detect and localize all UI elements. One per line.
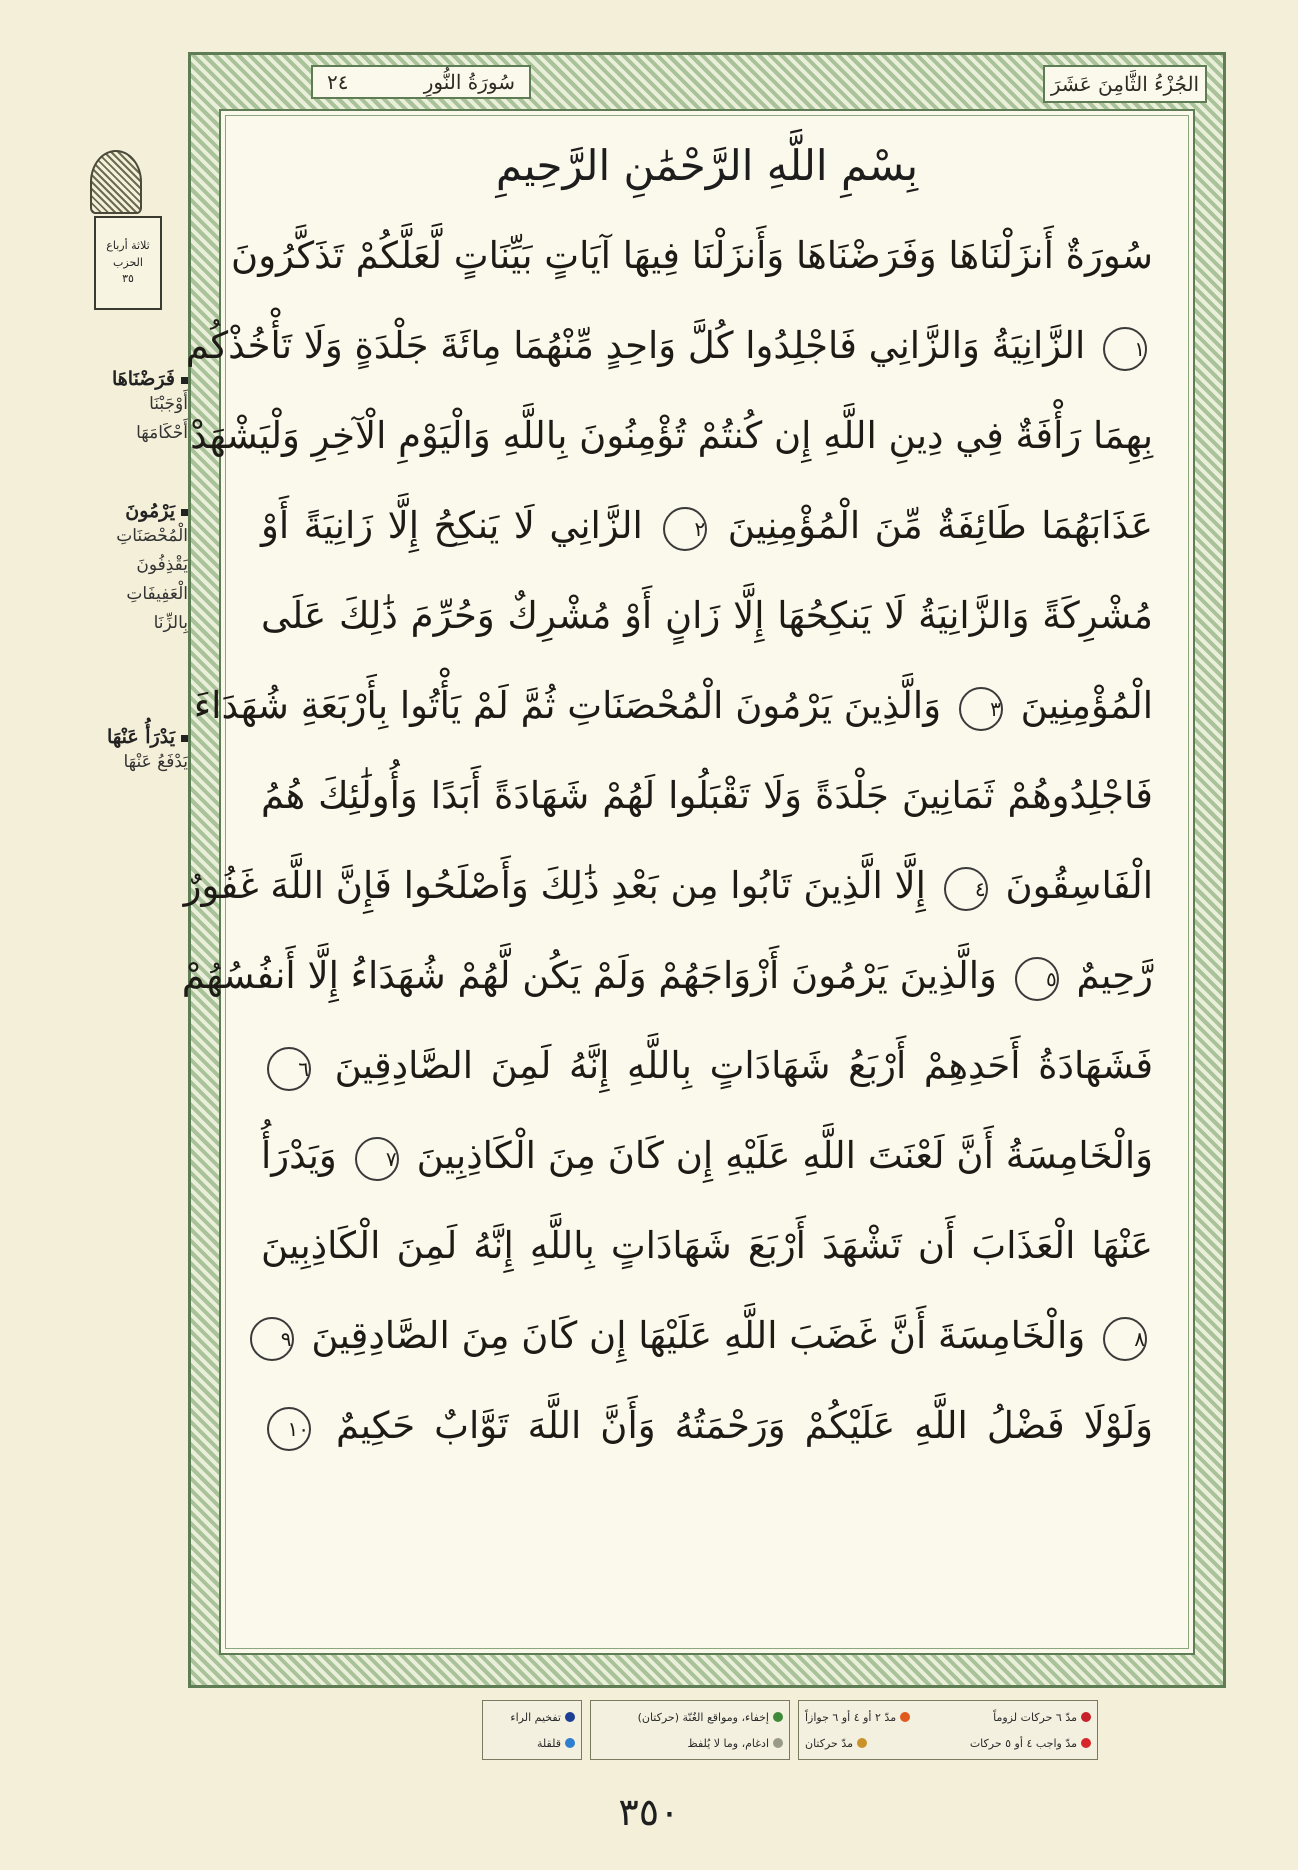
ayah-number-icon: ١٠ [267, 1407, 311, 1451]
hizb-quarter-label: ثلاثة أرباع [106, 239, 150, 253]
verse-text: فَاجْلِدُوهُمْ ثَمَانِينَ جَلْدَةً وَلَا تَقْبَلُوا لَهُمْ شَهَادَةً أَبَدًا وَأُولَٰئِكَ هُمُ [261, 774, 1153, 817]
ayah-number-icon: ٤ [944, 867, 988, 911]
legend-item [970, 1737, 1091, 1750]
verse-text: بِهِمَا رَأْفَةٌ فِي دِينِ اللَّهِ إِن كُنتُمْ تُؤْمِنُونَ بِاللَّهِ وَالْيَوْمِ الْآخِرِ وَلْيَشْهَدْ [190, 414, 1153, 457]
verse-text: مُشْرِكَةً وَالزَّانِيَةُ لَا يَنكِحُهَا إِلَّا زَانٍ أَوْ مُشْرِكٌ وَحُرِّمَ ذَٰلِكَ عَلَى [261, 594, 1153, 637]
verse-text: رَّحِيمٌ [1076, 954, 1153, 997]
color-dot-icon [565, 1738, 575, 1748]
legend-label: ادغام، وما لا يُلفظ [687, 1736, 769, 1750]
verse-line [261, 1201, 1153, 1291]
hizb-number: ٣٥ [122, 272, 134, 286]
verse-line [261, 1291, 1153, 1381]
verse-text: عَذَابَهُمَا طَائِفَةٌ مِّنَ الْمُؤْمِنِينَ [727, 504, 1154, 547]
legend-label: مدّ حركتان [805, 1736, 854, 1750]
legend-item [489, 1711, 575, 1724]
gloss-word: يَدْرَأُ عَنْهَا [107, 726, 175, 748]
legend-box-madd [798, 1700, 1098, 1760]
color-dot-icon [900, 1712, 910, 1722]
verse-line [231, 211, 1153, 301]
surah-number: ٢٤ [327, 70, 349, 94]
verse-line [261, 1111, 1153, 1201]
legend-box-ghunna [590, 1700, 790, 1760]
verse-text: سُورَةٌ أَنزَلْنَاهَا وَفَرَضْنَاهَا وَأَنزَلْنَا فِيهَا آيَاتٍ بَيِّنَاتٍ لَّعَلَّكُمْ تَذَكَّرُونَ [231, 234, 1153, 277]
page-number: ٣٥٠ [618, 1790, 680, 1834]
ayah-number-icon: ٩ [250, 1317, 294, 1361]
color-dot-icon [1081, 1712, 1091, 1722]
hizb-label: الحزب [113, 255, 143, 269]
hizb-ornament-icon [90, 150, 142, 214]
verse-text: الزَّانِيَةُ وَالزَّانِي فَاجْلِدُوا كُلَّ وَاحِدٍ مِّنْهُمَا مِائَةَ جَلْدَةٍ وَلَا تَأْخُذْكُم [185, 324, 1086, 367]
verse-line [261, 481, 1153, 571]
basmala: بِسْمِ اللَّهِ الرَّحْمَٰنِ الرَّحِيمِ [495, 141, 919, 190]
legend-label: مدّ ٦ حركات لزوماً [993, 1710, 1077, 1724]
verse-lines [181, 211, 1154, 1471]
verse-text: وَالْخَامِسَةُ أَنَّ لَعْنَتَ اللَّهِ عَلَيْهِ إِن كَانَ مِنَ الْكَاذِبِينَ [416, 1134, 1154, 1177]
juz-name: الجُزْءُ الثَّامِنَ عَشَرَ [1050, 72, 1200, 96]
gloss-meaning: يَدْفَعُ عَنْهَا [123, 752, 188, 772]
legend-item [993, 1711, 1091, 1724]
legend-item [597, 1737, 783, 1750]
page-frame [181, 52, 1226, 1688]
legend-label: مدّ ٢ أو ٤ أو ٦ جوازاً [805, 1710, 897, 1724]
tajweed-legend [378, 1700, 1098, 1760]
verse-text: الْفَاسِقُونَ [1005, 864, 1153, 907]
verse-line [190, 391, 1153, 481]
verse-line [193, 661, 1153, 751]
color-dot-icon [773, 1738, 783, 1748]
gloss-meaning: أَوْجَبْنَا [149, 394, 188, 414]
verse-text: الْمُؤْمِنِينَ [1020, 684, 1153, 727]
gloss-meaning: بِالزِّنَا [153, 612, 188, 633]
color-dot-icon [773, 1712, 783, 1722]
verse-line [261, 1381, 1153, 1471]
hizb-marker [94, 216, 162, 310]
gloss-entry [28, 368, 188, 448]
legend-item [489, 1737, 575, 1750]
ayah-number-icon: ٨ [1103, 1317, 1147, 1361]
legend-item [597, 1711, 783, 1724]
juz-header [1043, 65, 1207, 103]
ayah-number-icon: ٥ [1015, 957, 1059, 1001]
verse-line [183, 841, 1153, 931]
legend-item [805, 1737, 867, 1750]
verse-text: فَشَهَادَةُ أَحَدِهِمْ أَرْبَعُ شَهَادَاتٍ بِاللَّهِ إِنَّهُ لَمِنَ الصَّادِقِينَ [334, 1044, 1154, 1087]
gloss-word: فَرَضْنَاهَا [111, 368, 175, 390]
verse-line [185, 301, 1153, 391]
color-dot-icon [565, 1712, 575, 1722]
verse-text: عَنْهَا الْعَذَابَ أَن تَشْهَدَ أَرْبَعَ شَهَادَاتٍ بِاللَّهِ إِنَّهُ لَمِنَ الْكَاذِبِينَ [261, 1224, 1153, 1267]
ayah-number-icon: ٦ [267, 1047, 311, 1091]
gloss-meaning: الْمُحْصَنَاتِ [116, 526, 188, 546]
legend-label: مدّ واجب ٤ أو ٥ حركات [969, 1736, 1077, 1750]
legend-box-ra [482, 1700, 582, 1760]
legend-label: تفخيم الراء [510, 1710, 561, 1724]
color-dot-icon [857, 1738, 867, 1748]
verse-text: وَلَوْلَا فَضْلُ اللَّهِ عَلَيْكُمْ وَرَحْمَتُهُ وَأَنَّ اللَّهَ تَوَّابٌ حَكِيمٌ [336, 1404, 1153, 1447]
gloss-word: يَرْمُونَ [125, 500, 175, 522]
verse-text: وَالْخَامِسَةَ أَنَّ غَضَبَ اللَّهِ عَلَيْهَا إِن كَانَ مِنَ الصَّادِقِينَ [311, 1314, 1086, 1357]
color-dot-icon [1081, 1738, 1091, 1748]
gloss-entry [28, 726, 188, 777]
surah-header [311, 65, 531, 99]
gloss-entry [28, 500, 188, 638]
legend-label: قلقلة [536, 1736, 561, 1750]
surah-name: سُورَةُ النُّورِ [423, 70, 515, 94]
verse-line [181, 931, 1153, 1021]
ayah-number-icon: ٧ [355, 1137, 399, 1181]
ayah-number-icon: ٢ [663, 507, 707, 551]
legend-item [805, 1711, 910, 1724]
ayah-number-icon: ١ [1103, 327, 1147, 371]
verse-line [261, 571, 1153, 661]
verse-text: وَالَّذِينَ يَرْمُونَ أَزْوَاجَهُمْ وَلَمْ يَكُن لَّهُمْ شُهَدَاءُ إِلَّا أَنفُسُهُمْ [181, 954, 997, 997]
verse-text: وَيَدْرَأُ [261, 1134, 337, 1177]
ayah-number-icon: ٣ [959, 687, 1003, 731]
text-area [181, 109, 1195, 1655]
verse-text: وَالَّذِينَ يَرْمُونَ الْمُحْصَنَاتِ ثُمَّ لَمْ يَأْتُوا بِأَرْبَعَةِ شُهَدَاءَ [193, 684, 942, 727]
verse-text: إِلَّا الَّذِينَ تَابُوا مِن بَعْدِ ذَٰلِكَ وَأَصْلَحُوا فَإِنَّ اللَّهَ غَفُورٌ [183, 864, 926, 907]
verse-line [261, 1021, 1153, 1111]
verse-line [261, 751, 1153, 841]
legend-label: إخفاء، ومواقع الغُنّة (حركتان) [637, 1710, 769, 1724]
verse-text: الزَّانِي لَا يَنكِحُ إِلَّا زَانِيَةً أَوْ [261, 504, 643, 547]
gloss-meaning: الْعَفِيفَاتِ [126, 583, 188, 604]
gloss-meaning: أَحْكَامَهَا [136, 422, 188, 443]
gloss-meaning: يَقْذِفُونَ [136, 554, 188, 575]
